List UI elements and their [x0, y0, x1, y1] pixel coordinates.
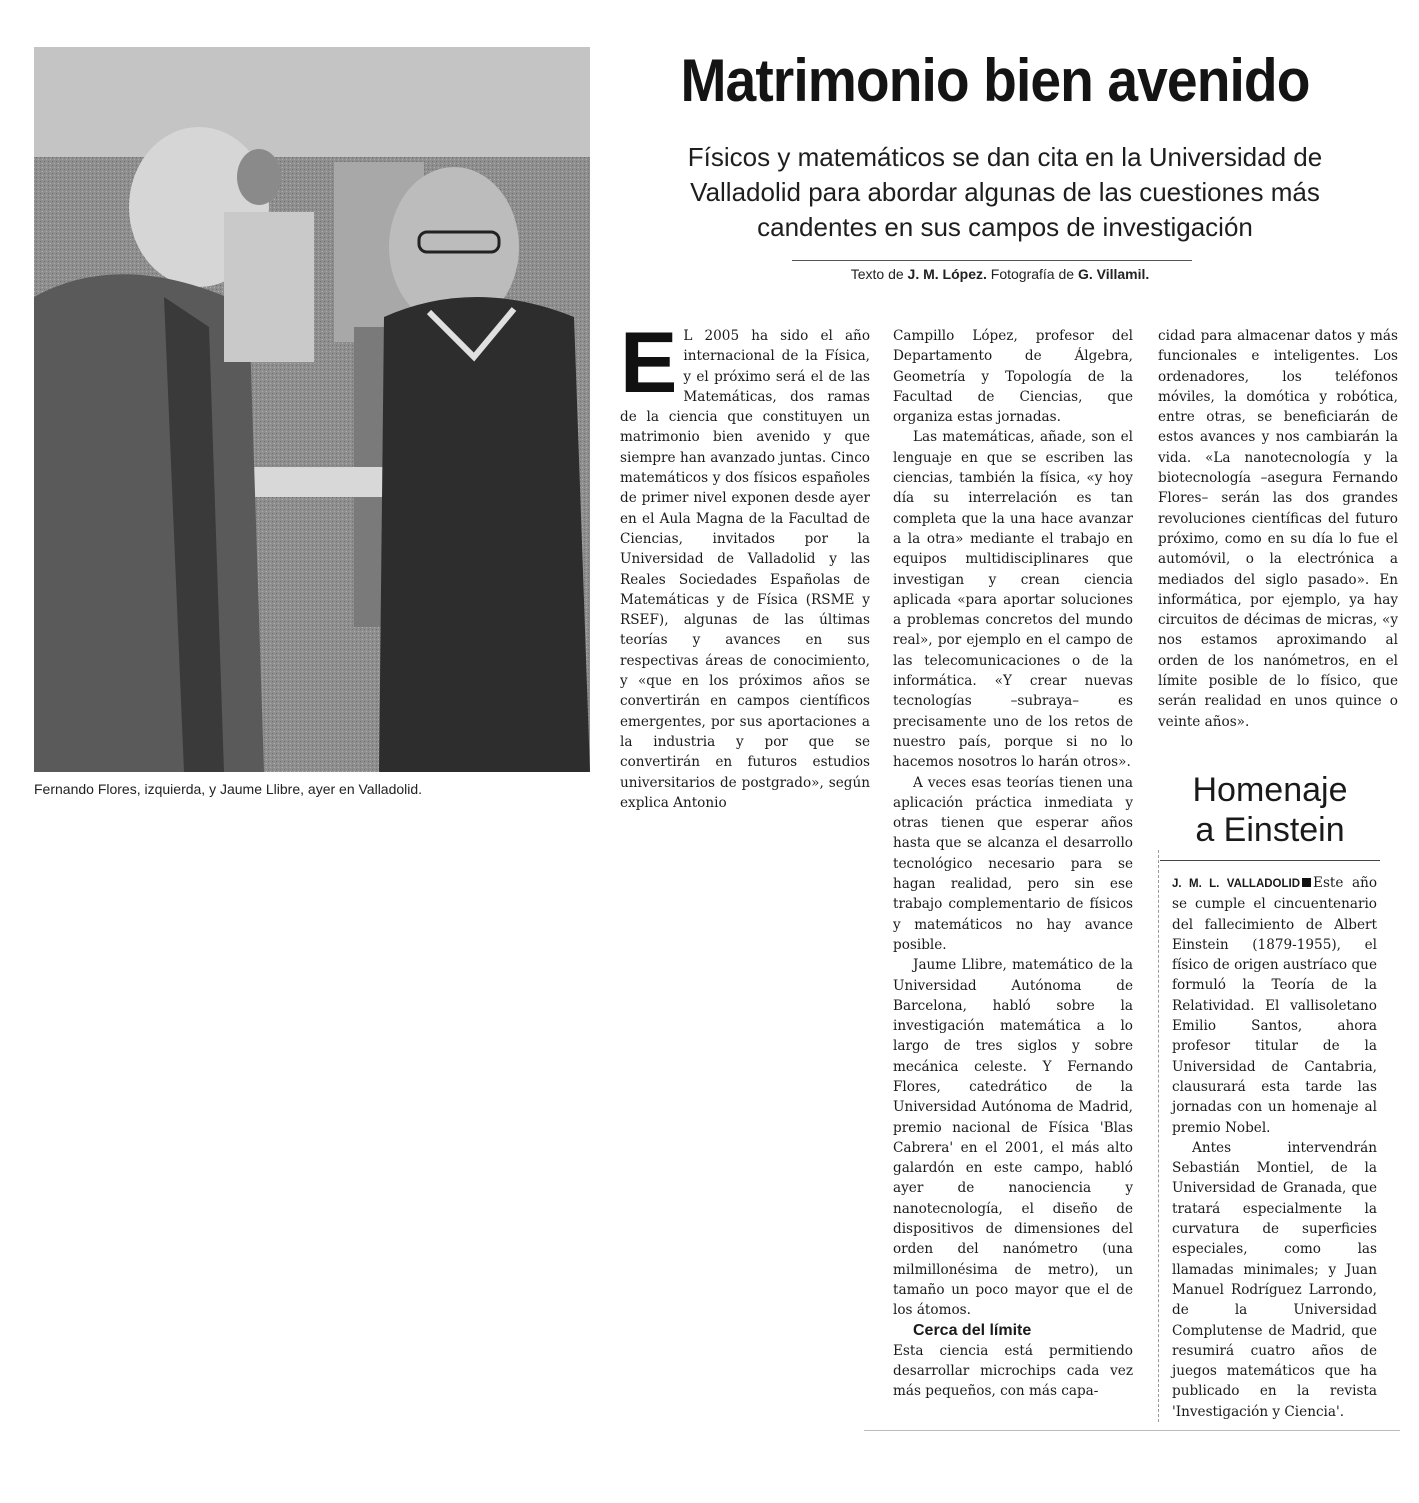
article-column-2 [893, 326, 1133, 1402]
article-column-3 [1158, 326, 1398, 732]
byline-author: J. M. López. [907, 266, 987, 282]
sidebar-paragraph-2: Antes intervendrán Sebastián Montiel, de la Universidad de Granada, que tratará especialmente la curvatura de superficies especiales, como las llamadas minimales; y Juan Manuel Rodríguez Larrondo, de la Universidad Complutense de Madrid, que resumirá cuatro años de juegos matemáticos que ha publicado en la revista 'Investigación y Ciencia'. [1172, 1139, 1377, 1420]
article-paragraph-1-text: L 2005 ha sido el año internacional de la Física, y el próximo será el de las Matemáticas, dos ramas de la ciencia que constituyen un matrimonio bien avenido y que siempre han avanzado juntas. Cinco matemáticos y dos físicos españoles de primer nivel exponen desde ayer en el Aula Magna de la Facultad de Ciencias, invitados por la Universidad de Valladolid y las Reales Sociedades Españolas de Matemáticas y de Física (RSME y RSEF), algunas de las últimas teorías y avances en sus respectivas áreas de conocimiento, y «que en los próximos años se convertirán en campos científicos emergentes, por sus aportaciones a la industria y por que se convertirán en futuros estudios universitarios de postgrado», según explica Antonio [620, 328, 870, 811]
article-column-1 [620, 315, 870, 813]
sidebar-title-line-1: Homenaje [1192, 771, 1348, 809]
drop-cap: E [620, 315, 678, 411]
sidebar-rule [1160, 860, 1380, 861]
sidebar-paragraph-1-text: Este año se cumple el cincuentenario del fallecimiento de Albert Einstein (1879-1955), el físico de origen austríaco que formuló la Teoría de la Relatividad. El vallisoletano Emilio Santos, ahora profesor titular de la Universidad de Cantabria, clausurará esta tarde las jornadas con un homenaje al premio Nobel. [1172, 875, 1378, 1136]
article-paragraph-1 [620, 315, 870, 813]
section-subhead: Cerca del límite [913, 1321, 1032, 1339]
photo-illustration [34, 47, 590, 772]
sidebar-paragraph-1 [1172, 873, 1377, 1138]
dateline-square-icon [1302, 878, 1311, 887]
sidebar-dateline: J. M. L. VALLADOLID [1172, 878, 1301, 890]
bottom-rule [864, 1430, 1400, 1431]
subtitle: Físicos y matemáticos se dan cita en la Universidad de Valladolid para abordar algunas de las cuestiones más candentes en sus campos de investigación [687, 142, 1323, 242]
article-paragraph: A veces esas teorías tienen una aplicación práctica inmediata y otras tienen que esperar años hasta que se alcanza el desarrollo tecnológico necesario para se hagan realidad, pero sin ese trabajo complementario de físicos y matemáticos no hay avance posible. [893, 774, 1133, 953]
byline [600, 266, 1400, 282]
article-photo [34, 47, 590, 772]
article-paragraph: Jaume Llibre, matemático de la Universidad Autónoma de Barcelona, habló sobre la investigación matemática a lo largo de tres siglos y sobre mecánica celeste. Y Fernando Flores, catedrático de la Universidad Autónoma de Madrid, premio nacional de Física 'Blas Cabrera' en el 2001, el más alto galardón en este campo, habló ayer de nanociencia y nanotecnología, el diseño de dispositivos de dimensiones del orden del nanómetro (una milmillonésima de metro), un tamaño un poco mayor que el de los átomos. [893, 957, 1133, 1319]
sidebar-divider [1158, 850, 1159, 1422]
sidebar-title [1170, 770, 1370, 850]
byline-photo-prefix: Fotografía de [990, 266, 1075, 282]
sidebar-title-line-2: a Einstein [1195, 811, 1345, 849]
article-paragraph: Esta ciencia está permitiendo desarrollar microchips cada vez más pequeños, con más capa- [893, 1342, 1133, 1400]
headline: Matrimonio bien avenido [680, 47, 1310, 114]
credit-rule [792, 260, 1192, 261]
article-paragraph: Campillo López, profesor del Departamento de Álgebra, Geometría y Topología de la Facultad de Ciencias, que organiza estas jornadas. [893, 328, 1133, 426]
article-paragraph: cidad para almacenar datos y más funcionales e inteligentes. Los ordenadores, los teléfonos móviles, la domótica y robótica, entre otras, se beneficiarán de estos avances y nos cambiarán la vida. «La nanotecnología y la biotecnología –asegura Fernando Flores– serán las dos grandes revoluciones científicas del futuro próximo, como en su día lo fue el automóvil, o la electrónica a mediados del siglo pasado». En informática, por ejemplo, ya hay circuitos de décimas de micras, «y nos estamos aproximando al orden de los nanómetros, en el límite posible de lo físico, que serán realidad en unos quince o veinte años». [1158, 328, 1398, 730]
byline-text-prefix: Texto de [850, 266, 904, 282]
photo-caption: Fernando Flores, izquierda, y Jaume Llibre, ayer en Valladolid. [34, 781, 423, 797]
byline-photographer: G. Villamil. [1077, 266, 1150, 282]
article-paragraph: Las matemáticas, añade, son el lenguaje en que se escriben las ciencias, también la física, «y hoy día su interrelación es tan completa que la una hace avanzar a la otra» mediante el trabajo en equipos multidisciplinares que investigan y crean ciencia aplicada «para aportar soluciones a problemas concretos del mundo real», por ejemplo en el campo de las telecomunicaciones o de la informática. «Y crear nuevas tecnologías –subraya– es precisamente uno de los retos de nuestro país, porque si no lo hacemos nosotros lo harán otros». [893, 429, 1133, 771]
sidebar-body [1172, 873, 1377, 1422]
